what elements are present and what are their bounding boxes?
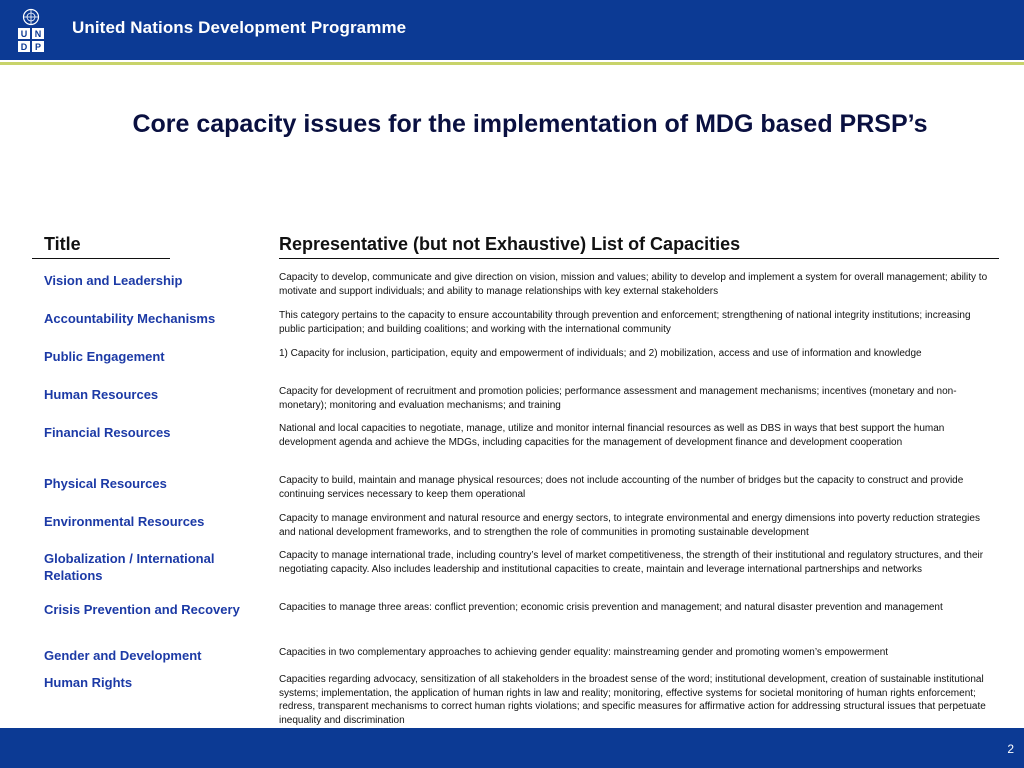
column-header-capacities-underline (279, 258, 999, 259)
header-bar (0, 0, 1024, 60)
row-title-vision-leadership: Vision and Leadership (44, 273, 183, 288)
row-desc-gender-development: Capacities in two complementary approaches to achieving gender equality: mainstreaming gender and promoting women’s empowerment (279, 647, 889, 658)
row-title-human-rights: Human Rights (44, 675, 133, 690)
column-header-capacities: Representative (but not Exhaustive) List of Capacities (279, 234, 741, 254)
column-header-title-underline (32, 258, 170, 259)
row-title-physical-resources: Physical Resources (44, 476, 167, 491)
row-title-gender-development: Gender and Development (44, 648, 202, 663)
logo-letter-u: U (20, 29, 28, 39)
row-title-environmental-resources: Environmental Resources (44, 514, 205, 529)
row-desc-human-rights: Capacities regarding advocacy, sensitization of all stakeholders in the broadest sense of the word; institutional development, creation of sustainable institutional systems; implementation, the application of human rights in law and reality; monitoring, effective systems for societal monitoring of human rights enforcement; redress, transparent mechanisms to correct human rights violations; and specific measures for affirmative action for addressing structural issues that perpetuate inequality and discrimination (279, 674, 986, 726)
row-title-human-resources: Human Resources (44, 387, 159, 402)
row-desc-human-resources: Capacity for development of recruitment and promotion policies; performance assessment and management mechanisms; incentives (monetary and non-monetary); monitoring and evaluation mechanisms; and training (279, 386, 957, 411)
row-title-crisis-prevention: Crisis Prevention and Recovery (44, 602, 240, 617)
row-title-financial-resources: Financial Resources (44, 425, 171, 440)
logo-letter-p: P (34, 42, 42, 52)
row-desc-crisis-prevention: Capacities to manage three areas: conflict prevention; economic crisis prevention and management; and natural disaster prevention and management (279, 602, 943, 613)
page-number: 2 (1007, 742, 1014, 756)
header-accent-line (0, 62, 1024, 65)
footer-bar (0, 728, 1024, 768)
row-desc-vision-leadership: Capacity to develop, communicate and give direction on vision, mission and values; ability to develop and implement a system for overall management; ability to motivate and support individuals; and ability to manage relationships with key external stakeholders (279, 272, 988, 297)
row-desc-public-engagement: 1) Capacity for inclusion, participation, equity and empowerment of individuals; and 2) mobilization, access and use of information and knowledge (279, 348, 922, 359)
row-desc-physical-resources: Capacity to build, maintain and manage physical resources; does not include accounting of the number of bridges but the capacity to construct and provide continuing services necessary to keep them operational (279, 475, 964, 500)
org-name: United Nations Development Programme (72, 18, 407, 37)
row-desc-environmental-resources: Capacity to manage environment and natural resource and energy sectors, to integrate environmental and energy dimensions into poverty reduction strategies and national development frameworks, and to strengthen the role of communities in promoting sustainable development (279, 513, 980, 538)
row-title-globalization: Globalization / International Relations (44, 551, 215, 583)
logo-letter-n: N (34, 29, 42, 39)
row-title-accountability: Accountability Mechanisms (44, 311, 216, 326)
row-desc-financial-resources: National and local capacities to negotiate, manage, utilize and monitor internal financial resources as well as DBS in ways that best support the human development agenda and achieve the MDGs, including capacities for the management of development finance and development cooperation (279, 423, 945, 448)
row-desc-accountability: This category pertains to the capacity to ensure accountability through prevention and enforcement; strengthening of national integrity institutions; increasing public participation; and building coalitions; and working with the international community (279, 310, 971, 335)
row-title-public-engagement: Public Engagement (44, 349, 165, 364)
column-header-title: Title (44, 234, 81, 254)
row-desc-globalization: Capacity to manage international trade, including country’s level of market competitiveness, the strength of their institutional and regulatory structures, and their negotiating capacity. Also includes leadership and institutional capacities to create, maintain and leverage international partnerships and networks (279, 550, 984, 575)
page-title: Core capacity issues for the implementation of MDG based PRSP’s (132, 110, 928, 138)
logo-letter-d: D (20, 42, 28, 52)
undp-logo-icon (17, 8, 45, 52)
